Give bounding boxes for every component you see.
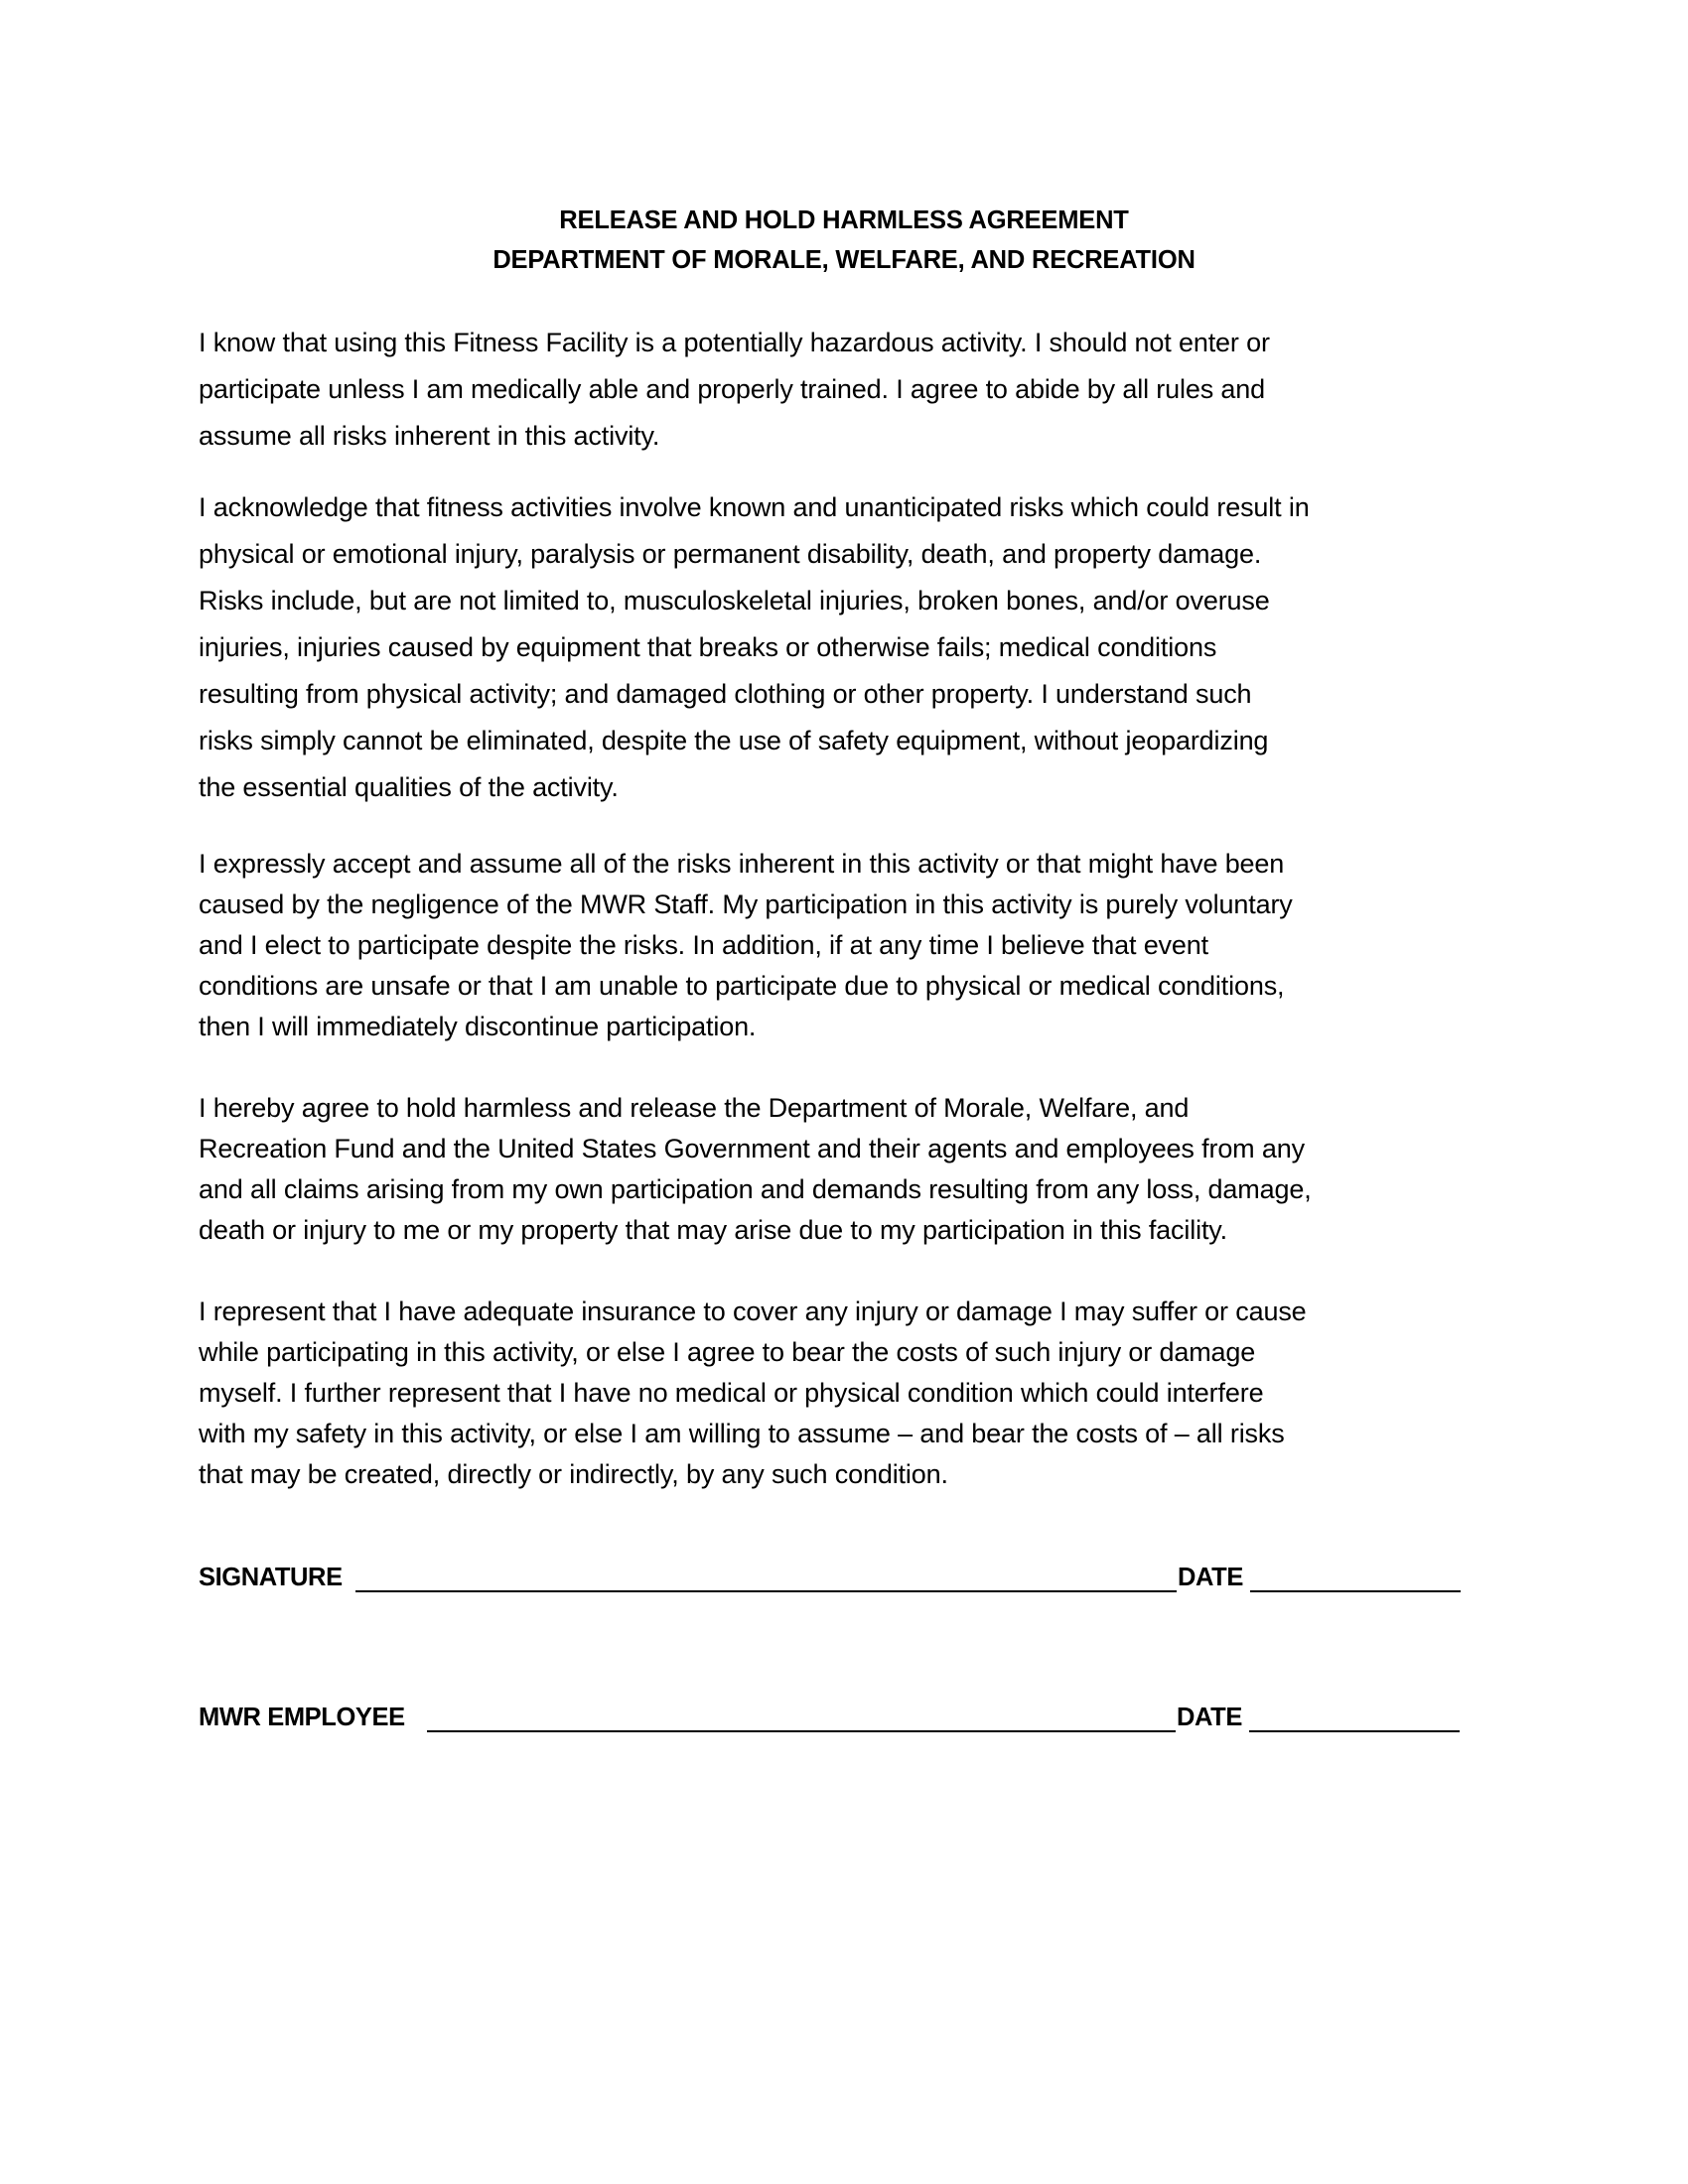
paragraph-hazard-notice: I know that using this Fitness Facility is a potentially hazardous activity. I should not enter or participate unless I am medically able and properly trained. I agree to abide by all rules and assume all risks inherent in this activity. <box>199 328 1270 451</box>
employee-date-label: DATE <box>1177 1704 1242 1731</box>
employee-signature-label: MWR EMPLOYEE <box>199 1704 405 1731</box>
document-subtitle: DEPARTMENT OF MORALE, WELFARE, AND RECREATION <box>492 246 1196 274</box>
paragraph-hold-harmless: I hereby agree to hold harmless and release the Department of Morale, Welfare, and Recreation Fund and the United States Government and their agents and employees from any and all claims arising from my own participation and demands resulting from any loss, damage, death or injury to me or my property that may arise due to my participation in this facility. <box>199 1093 1312 1245</box>
signature-label: SIGNATURE <box>199 1564 343 1591</box>
signature-line[interactable] <box>355 1590 1177 1592</box>
employee-date-line[interactable] <box>1249 1730 1460 1732</box>
paragraph-assumption-of-risk: I expressly accept and assume all of the risks inherent in this activity or that might have been caused by the negligence of the MWR Staff. My participation in this activity is purely voluntary and I elect to participate despite the risks. In addition, if at any time I believe that event conditions are unsafe or that I am unable to participate due to physical or medical conditions, then I will immediately discontinue participation. <box>199 849 1293 1041</box>
paragraph-risk-acknowledgement: I acknowledge that fitness activities involve known and unanticipated risks which could result in physical or emotional injury, paralysis or permanent disability, death, and property damage. Risks include, but are not limited to, musculoskeletal injuries, broken bones, and/or overuse injuries, injuries caused by equipment that breaks or otherwise fails; medical conditions resulting from physical activity; and damaged clothing or other property. I understand such risks simply cannot be eliminated, despite the use of safety equipment, without jeopardizing the essential qualities of the activity. <box>199 492 1310 802</box>
signature-date-line[interactable] <box>1250 1590 1461 1592</box>
document-title: RELEASE AND HOLD HARMLESS AGREEMENT <box>559 206 1129 234</box>
paragraph-insurance-representation: I represent that I have adequate insurance to cover any injury or damage I may suffer or cause while participating in this activity, or else I agree to bear the costs of such injury or damage myself. I further represent that I have no medical or physical condition which could interfere with my safety in this activity, or else I am willing to assume – and bear the costs of – all risks that may be created, directly or indirectly, by any such condition. <box>199 1297 1307 1489</box>
employee-signature-line[interactable] <box>427 1730 1176 1732</box>
signature-date-label: DATE <box>1178 1564 1243 1591</box>
